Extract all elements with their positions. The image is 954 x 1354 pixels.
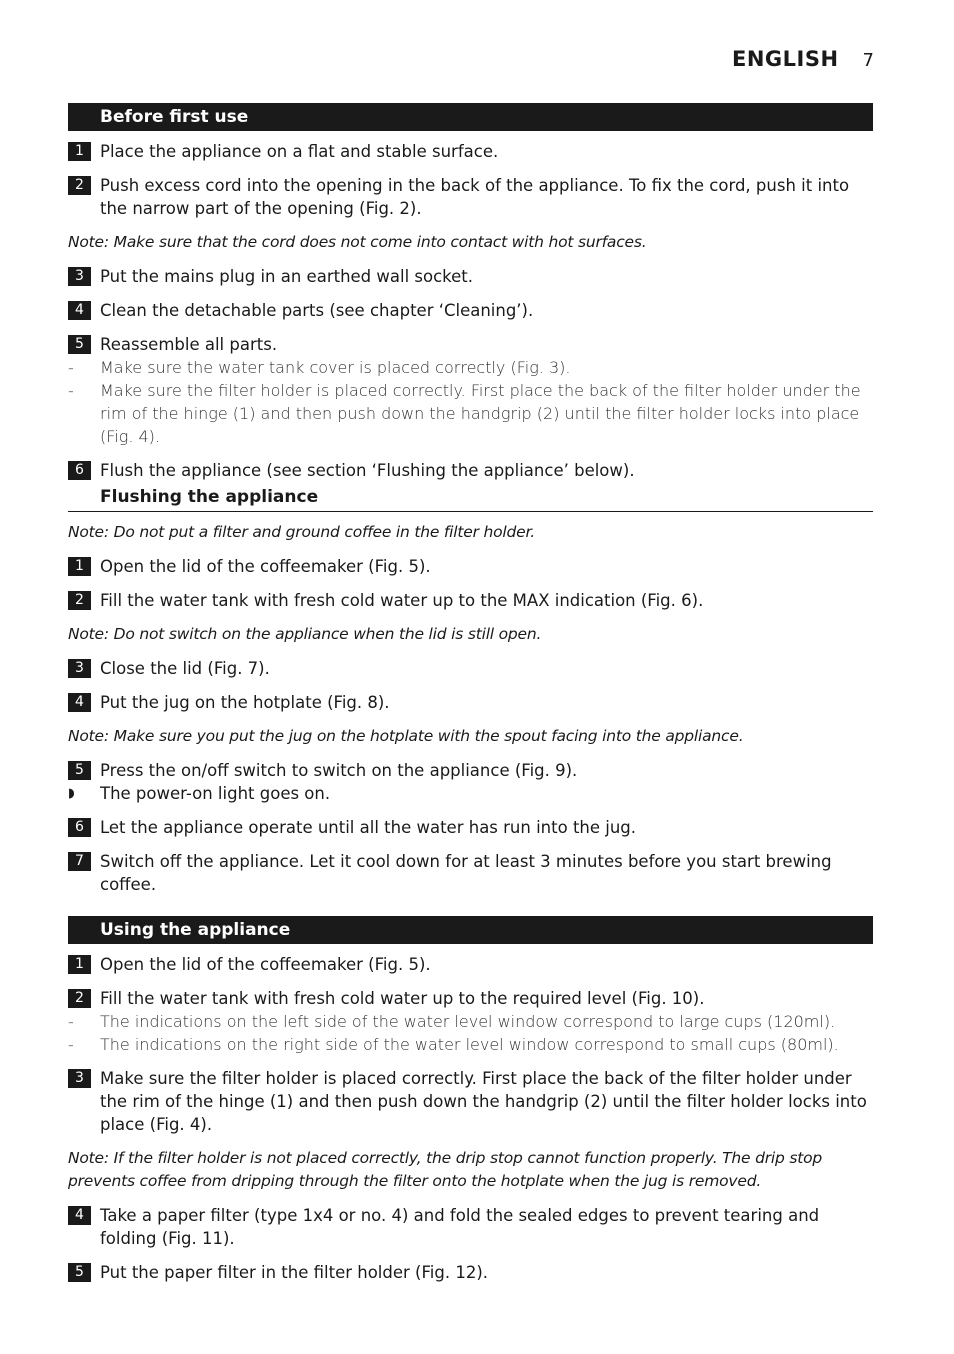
sub-text: Make sure the water tank cover is placed correctly (Fig. 3). (100, 358, 571, 377)
note-text: Note: Make sure you put the jug on the hotplate with the spout facing into the appliance. (68, 727, 744, 745)
step-item (68, 816, 873, 839)
result-text: The power-on light goes on. (100, 784, 331, 803)
sub-item (68, 1033, 873, 1056)
language-label: ENGLISH (731, 47, 839, 71)
step-item (68, 657, 873, 680)
page-header (732, 47, 874, 71)
step-item (68, 174, 873, 220)
step-number: 2 (68, 591, 91, 610)
step-number: 4 (68, 1206, 91, 1225)
note-text: Note: Do not put a filter and ground coffee in the filter holder. (68, 523, 535, 541)
section-heading-before-first-use: Before first use (68, 103, 873, 131)
section-heading-using: Using the appliance (68, 916, 873, 944)
dash-marker: - (68, 1035, 74, 1054)
step-item (68, 850, 873, 896)
step-number: 2 (68, 989, 91, 1008)
step-item (68, 459, 873, 482)
step-text: Press the on/off switch to switch on the appliance (Fig. 9). (100, 761, 578, 780)
step-text: Clean the detachable parts (see chapter ‘Cleaning’). (100, 301, 534, 320)
step-item (68, 759, 873, 782)
step-text: Push excess cord into the opening in the back of the appliance. To fix the cord, push it into the narrow part of the opening (Fig. 2). (100, 176, 850, 218)
step-text: Open the lid of the coffeemaker (Fig. 5). (100, 955, 431, 974)
step-item (68, 953, 873, 976)
step-text: Close the lid (Fig. 7). (100, 659, 270, 678)
section-heading-flushing: Flushing the appliance (68, 486, 873, 512)
step-number: 3 (68, 1069, 91, 1088)
step-item (68, 299, 873, 322)
step-number: 5 (68, 761, 91, 780)
step-number: 5 (68, 1263, 91, 1282)
step-item (68, 265, 873, 288)
step-item (68, 1067, 873, 1136)
page-number: 7 (862, 50, 874, 71)
step-number: 1 (68, 142, 91, 161)
note-text: Note: If the filter holder is not placed correctly, the drip stop cannot function properly. The drip stop prevents coffee from dripping through the filter onto the hotplate when the jug is removed. (68, 1149, 823, 1190)
step-item (68, 691, 873, 714)
step-number: 5 (68, 335, 91, 354)
sub-text: The indications on the right side of the water level window correspond to small cups (80ml). (100, 1035, 839, 1054)
step-text: Flush the appliance (see section ‘Flushing the appliance’ below). (100, 461, 635, 480)
step-number: 6 (68, 818, 91, 837)
sub-text: Make sure the filter holder is placed correctly. First place the back of the filter holder under the rim of the hinge (1) and then push down the handgrip (2) until the filter holder locks into place (Fig. 4). (100, 381, 861, 446)
dash-marker: - (68, 381, 74, 400)
step-item (68, 140, 873, 163)
step-text: Put the jug on the hotplate (Fig. 8). (100, 693, 390, 712)
step-text: Switch off the appliance. Let it cool down for at least 3 minutes before you start brewing coffee. (100, 852, 832, 894)
step-item (68, 555, 873, 578)
step-number: 3 (68, 659, 91, 678)
step-text: Make sure the filter holder is placed correctly. First place the back of the filter holder under the rim of the hinge (1) and then push down the handgrip (2) until the filter holder locks into place (Fig. 4). (100, 1069, 867, 1134)
step-text: Fill the water tank with fresh cold water up to the required level (Fig. 10). (100, 989, 705, 1008)
dash-marker: - (68, 1012, 74, 1031)
step-text: Place the appliance on a flat and stable surface. (100, 142, 499, 161)
page-content (68, 103, 873, 1284)
step-number: 2 (68, 176, 91, 195)
result-arrow-icon: ◗ (68, 786, 75, 801)
step-number: 4 (68, 693, 91, 712)
step-item (68, 1261, 873, 1284)
step-item (68, 987, 873, 1010)
step-number: 1 (68, 557, 91, 576)
sub-item (68, 379, 873, 448)
step-text: Put the paper filter in the filter holder (Fig. 12). (100, 1263, 488, 1282)
sub-item (68, 1010, 873, 1033)
step-number: 4 (68, 301, 91, 320)
note-text: Note: Do not switch on the appliance when the lid is still open. (68, 625, 542, 643)
step-text: Take a paper filter (type 1x4 or no. 4) and fold the sealed edges to prevent tearing and folding (Fig. 11). (100, 1206, 820, 1248)
step-item (68, 589, 873, 612)
result-item (68, 782, 873, 805)
step-number: 1 (68, 955, 91, 974)
step-item (68, 333, 873, 356)
step-text: Reassemble all parts. (100, 335, 278, 354)
step-number: 3 (68, 267, 91, 286)
dash-marker: - (68, 358, 74, 377)
sub-item (68, 356, 873, 379)
step-text: Fill the water tank with fresh cold water up to the MAX indication (Fig. 6). (100, 591, 704, 610)
step-number: 6 (68, 461, 91, 480)
step-text: Let the appliance operate until all the water has run into the jug. (100, 818, 637, 837)
step-item (68, 1204, 873, 1250)
step-number: 7 (68, 852, 91, 871)
step-text: Put the mains plug in an earthed wall socket. (100, 267, 474, 286)
sub-text: The indications on the left side of the water level window correspond to large cups (120ml). (100, 1012, 836, 1031)
step-text: Open the lid of the coffeemaker (Fig. 5). (100, 557, 431, 576)
note-text: Note: Make sure that the cord does not come into contact with hot surfaces. (68, 233, 647, 251)
